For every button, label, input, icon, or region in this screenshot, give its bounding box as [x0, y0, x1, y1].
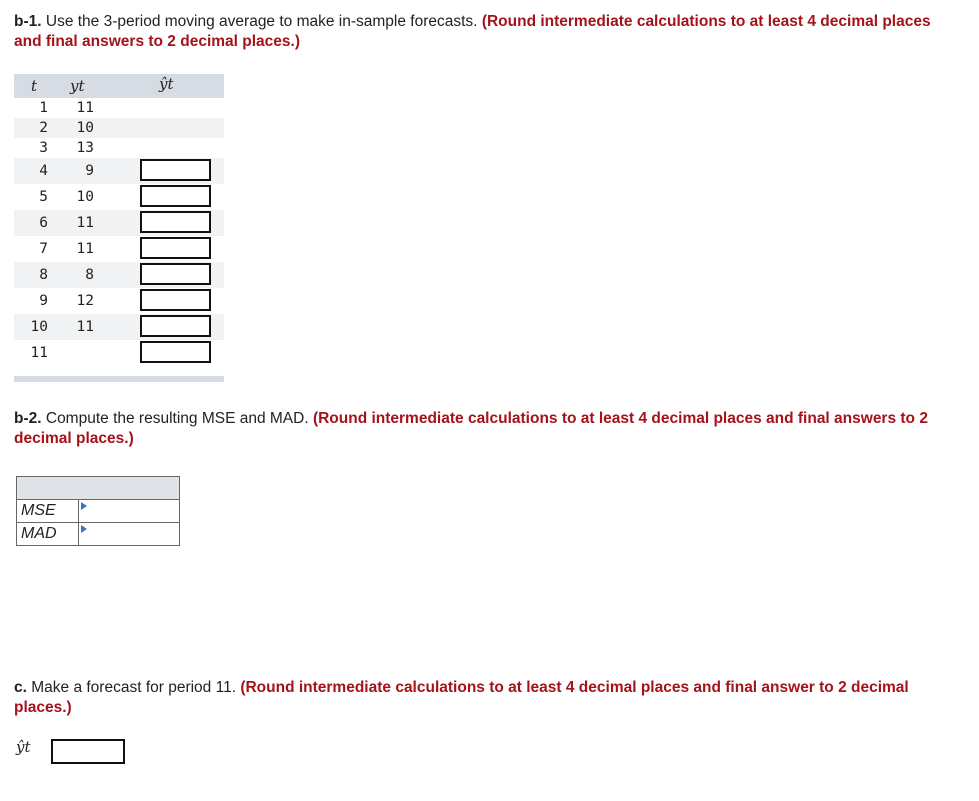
question-b2-number: b-2. [14, 410, 42, 427]
cell-t: 10 [30, 319, 48, 335]
error-table-header [17, 477, 179, 500]
yhat-input-5[interactable] [140, 185, 211, 207]
question-b1 [14, 12, 944, 52]
yhat-input-6[interactable] [140, 211, 211, 233]
cell-t: 6 [39, 215, 48, 231]
dropdown-marker-icon [81, 525, 87, 533]
mse-row [17, 500, 179, 523]
forecast-yhat-label: ŷt [16, 738, 31, 756]
mse-label: MSE [17, 500, 79, 522]
cell-t: 4 [39, 163, 48, 179]
cell-t: 8 [39, 267, 48, 283]
question-b1-rounding-note: (Round intermediate calculations to at least 4 decimal places and final answers to 2 decimal places.) [14, 13, 931, 50]
cell-t: 3 [39, 140, 48, 156]
table-row [14, 98, 224, 118]
table-header [14, 74, 224, 98]
question-b2-text: Compute the resulting MSE and MAD. [41, 410, 313, 427]
cell-t: 1 [39, 100, 48, 116]
question-c [14, 678, 954, 718]
mad-row [17, 523, 179, 545]
yhat-input-9[interactable] [140, 289, 211, 311]
cell-yt: 11 [76, 241, 94, 257]
question-b1-number: b-1. [14, 13, 42, 30]
cell-yt: 12 [76, 293, 94, 309]
cell-yt: 11 [76, 319, 94, 335]
yhat-input-10[interactable] [140, 315, 211, 337]
question-c-number: c. [14, 679, 27, 696]
cell-t: 7 [39, 241, 48, 257]
question-b1-text: Use the 3-period moving average to make in-sample forecasts. [41, 13, 482, 30]
mad-label: MAD [17, 523, 79, 545]
mse-input[interactable] [80, 500, 179, 522]
cell-yt: 8 [85, 267, 94, 283]
moving-average-table [14, 74, 224, 382]
cell-t: 2 [39, 120, 48, 136]
cell-t: 11 [30, 345, 48, 361]
yhat-input-4[interactable] [140, 159, 211, 181]
header-t: t [31, 77, 38, 95]
header-yhat: ŷt [159, 75, 174, 93]
yhat-input-11[interactable] [140, 341, 211, 363]
question-b2 [14, 409, 944, 449]
dropdown-marker-icon [81, 502, 87, 510]
table-row [14, 138, 224, 158]
question-c-text: Make a forecast for period 11. [26, 679, 241, 696]
question-b2-rounding-note: (Round intermediate calculations to at least 4 decimal places and final answers to 2 decimal places.) [14, 410, 928, 447]
yhat-input-8[interactable] [140, 263, 211, 285]
cell-yt: 10 [76, 120, 94, 136]
forecast-input[interactable] [51, 739, 125, 764]
mad-input[interactable] [80, 523, 179, 545]
cell-yt: 11 [76, 100, 94, 116]
question-c-rounding-note: (Round intermediate calculations to at least 4 decimal places and final answer to 2 decimal places.) [14, 679, 909, 716]
cell-yt: 11 [76, 215, 94, 231]
cell-yt: 13 [76, 140, 94, 156]
cell-yt: 9 [85, 163, 94, 179]
header-yt: yt [70, 77, 85, 95]
yhat-input-7[interactable] [140, 237, 211, 259]
cell-yt: 10 [76, 189, 94, 205]
error-metrics-table [16, 476, 180, 546]
cell-t: 9 [39, 293, 48, 309]
cell-t: 5 [39, 189, 48, 205]
table-row [14, 118, 224, 138]
table-footer [14, 376, 224, 382]
